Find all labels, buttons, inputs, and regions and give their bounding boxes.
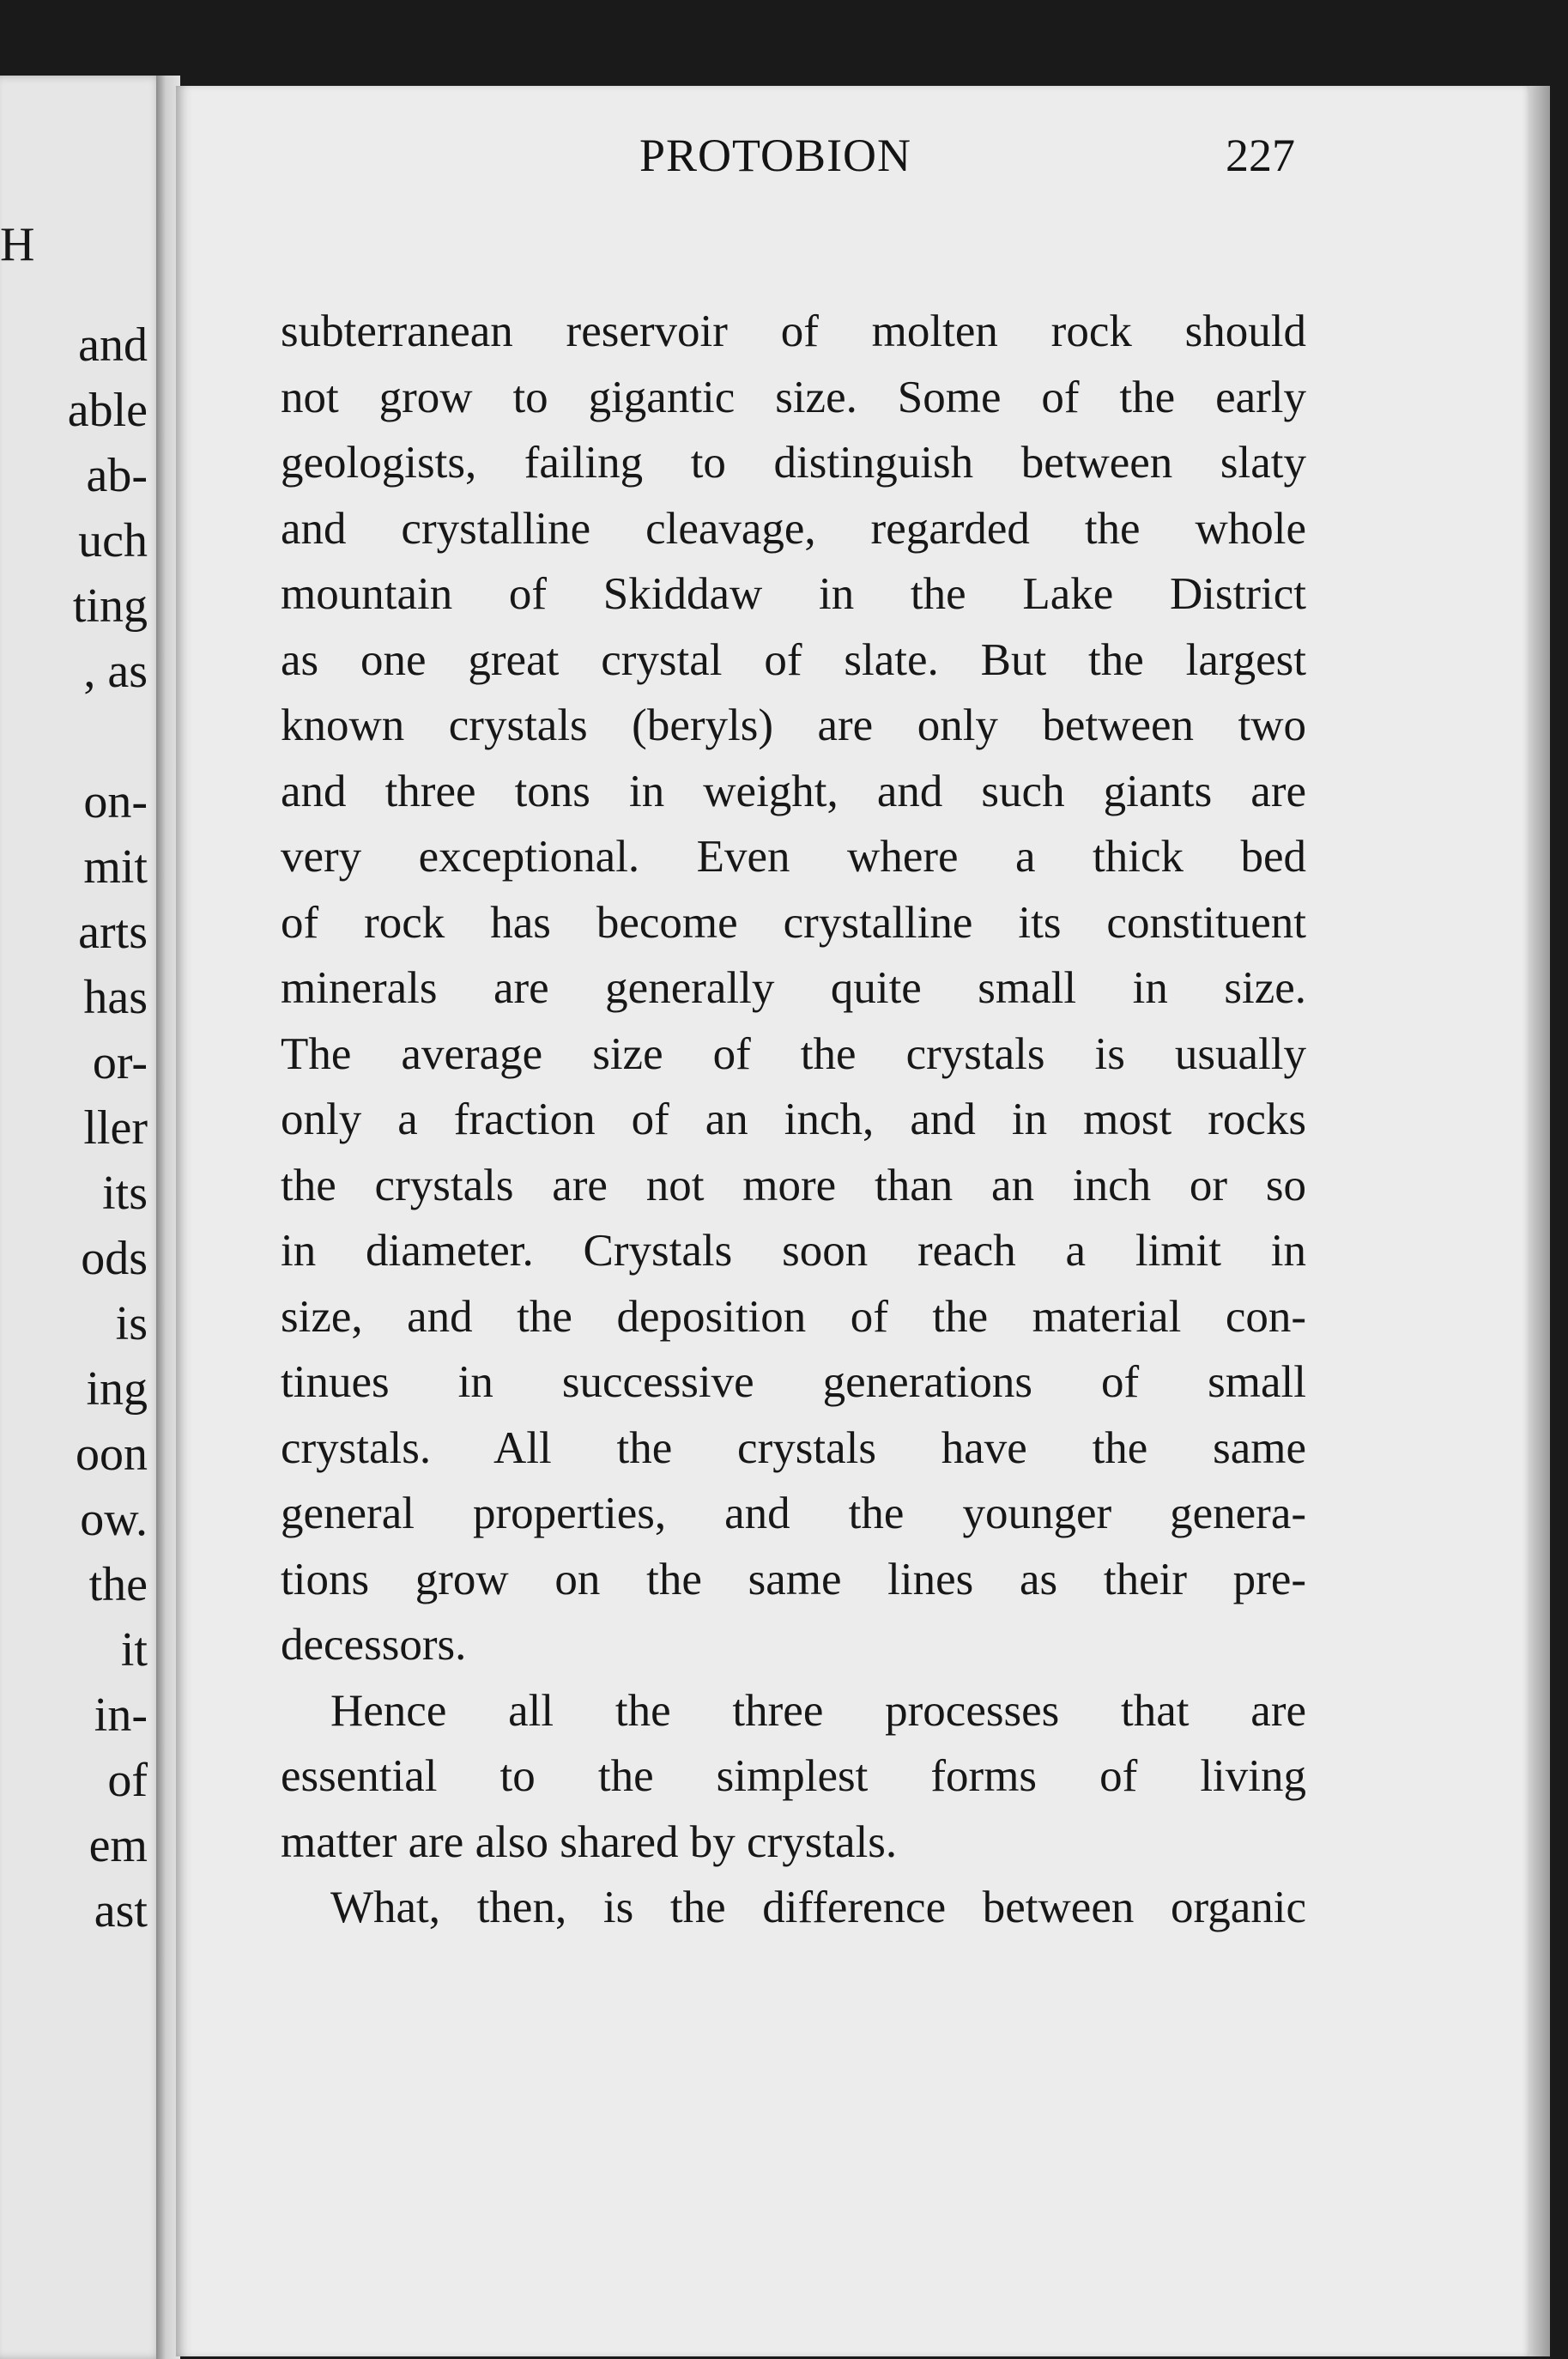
text-line: subterranean reservoir of molten rock should: [281, 306, 1306, 356]
previous-page-text-fragment: em: [88, 1819, 148, 1872]
text-line: minerals are generally quite small in size.: [281, 963, 1306, 1013]
previous-page-text-fragment: it: [120, 1623, 148, 1677]
previous-page-text-fragment: or-: [92, 1036, 148, 1089]
text-line: very exceptional. Even where a thick bed: [281, 832, 1306, 882]
text-line: not grow to gigantic size. Some of the early: [281, 372, 1306, 422]
text-line: general properties, and the younger genera-: [281, 1489, 1306, 1538]
previous-page-text-fragment: ab-: [86, 449, 148, 502]
previous-page-text-fragment: on-: [83, 775, 148, 828]
paragraph: [281, 299, 1306, 1678]
previous-page-edge: [0, 76, 163, 2359]
text-line: as one great crystal of slate. But the largest: [281, 634, 1306, 685]
text-line: mountain of Skiddaw in the Lake District: [281, 569, 1306, 619]
text-line: size, and the deposition of the material con-: [281, 1291, 1306, 1342]
text-line: only a fraction of an inch, and in most rocks: [281, 1095, 1306, 1144]
previous-page-text-fragment: mit: [83, 840, 148, 894]
previous-page-text-fragment: is: [115, 1297, 148, 1350]
text-line: and three tons in weight, and such giants are: [281, 766, 1306, 816]
previous-page-text-fragment: ods: [81, 1232, 148, 1285]
previous-page-text-fragment: ing: [86, 1362, 148, 1416]
paragraph: [281, 1875, 1306, 1941]
text-line: essential to the simplest forms of living: [281, 1751, 1306, 1801]
previous-page-text-fragment: ast: [94, 1884, 148, 1938]
previous-page-header-fragment: H: [0, 218, 35, 271]
text-line: The average size of the crystals is usually: [281, 1028, 1306, 1079]
previous-page-text-fragment: ting: [72, 579, 148, 633]
previous-page-text-fragment: ow.: [80, 1493, 148, 1546]
body-text: [281, 299, 1306, 1941]
previous-page-text-fragment: its: [102, 1167, 148, 1220]
text-line: Hence all the three processes that are: [330, 1685, 1306, 1736]
previous-page-text-fragment: and: [78, 318, 148, 372]
previous-page-text-fragment: oon: [76, 1428, 148, 1481]
text-line: crystals. All the crystals have the same: [281, 1422, 1306, 1473]
text-line: geologists, failing to distinguish between slaty: [281, 438, 1306, 488]
previous-page-text-fragment: arts: [78, 906, 148, 959]
text-line: and crystalline cleavage, regarded the whole: [281, 503, 1306, 554]
previous-page-text-fragment: ller: [83, 1101, 148, 1155]
previous-page-text-fragment: the: [88, 1558, 148, 1611]
text-line: decessors.: [281, 1620, 467, 1670]
text-line: known crystals (beryls) are only between two: [281, 700, 1306, 750]
text-line: matter are also shared by crystals.: [281, 1816, 898, 1867]
text-line: What, then, is the difference between organic: [330, 1883, 1306, 1932]
previous-page-text-fragment: uch: [78, 514, 148, 567]
text-line: of rock has become crystalline its constituent: [281, 897, 1306, 948]
paragraph: [281, 1678, 1306, 1876]
previous-page-text-fragment: , as: [83, 645, 148, 698]
page-number: 227: [1226, 130, 1295, 181]
page-edge-shadow: [1529, 86, 1550, 2356]
text-line: tinues in successive generations of small: [281, 1357, 1306, 1407]
previous-page-text-fragment: has: [83, 971, 148, 1024]
previous-page-text-fragment: able: [67, 384, 148, 437]
text-line: the crystals are not more than an inch or so: [281, 1160, 1306, 1210]
previous-page-text-fragment: of: [107, 1754, 148, 1807]
running-head-title: PROTOBION: [639, 130, 912, 181]
text-line: in diameter. Crystals soon reach a limit in: [281, 1226, 1306, 1276]
previous-page-text-fragment: in-: [94, 1689, 148, 1742]
text-line: tions grow on the same lines as their pre-: [281, 1554, 1306, 1604]
